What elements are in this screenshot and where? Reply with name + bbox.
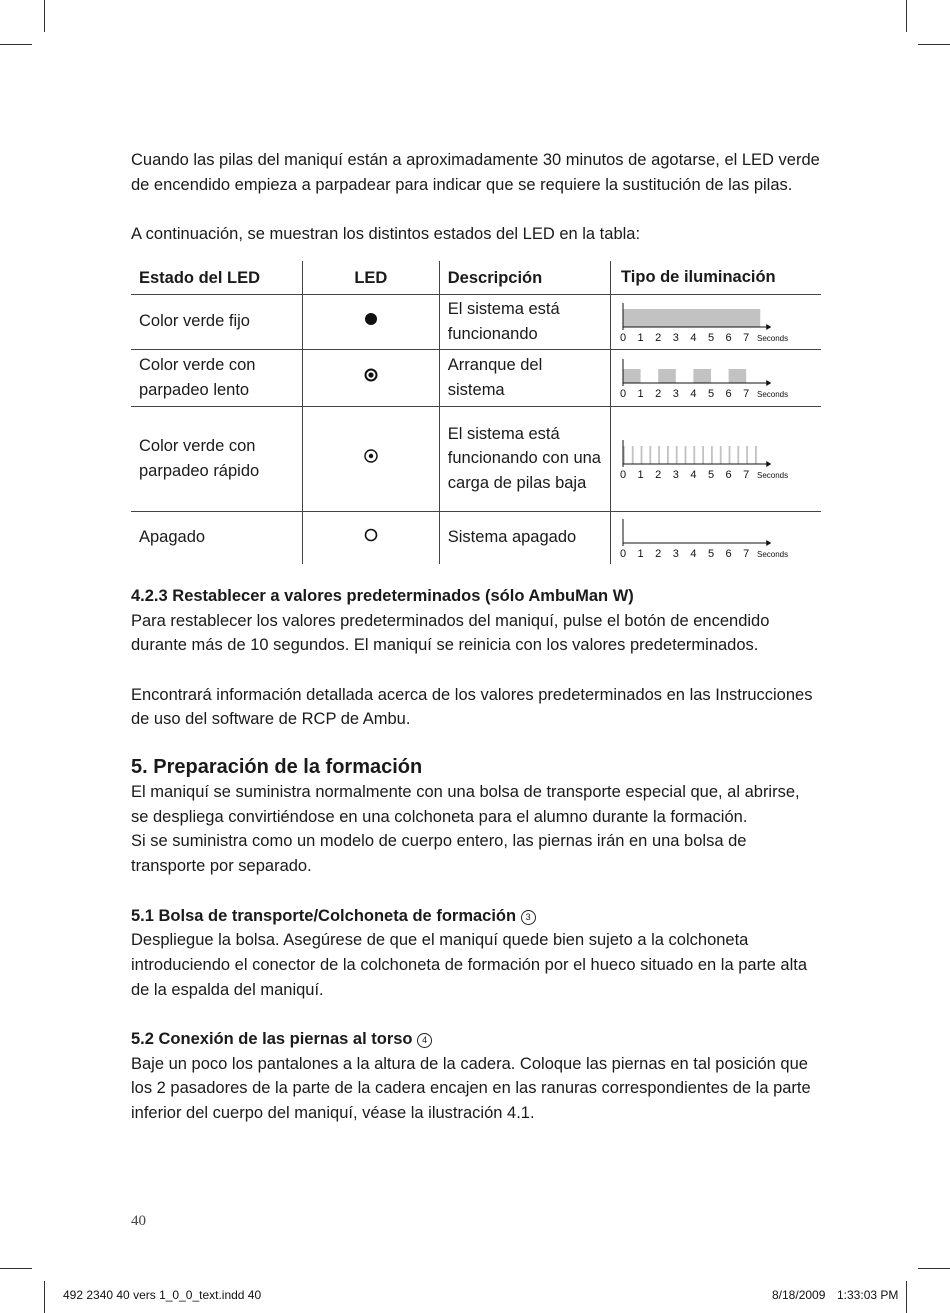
section-5-1-title: 5.1 Bolsa de transporte/Colchoneta de formación <box>131 906 517 925</box>
timing-tick-label: 1 <box>637 387 644 400</box>
timing-tick-label: 7 <box>743 387 750 400</box>
timing-axis-arrow <box>766 324 771 330</box>
crop-mark-top-left-h <box>0 44 32 45</box>
timing-axis-unit: Seconds <box>757 549 789 559</box>
row-description: El sistema está funcionando con una carga de pilas baja <box>439 406 610 511</box>
timing-on-segment <box>623 309 760 327</box>
table-row <box>131 406 821 511</box>
section-heading-4-2-3: 4.2.3 Restablecer a valores predeterminados (sólo AmbuMan W) <box>131 586 634 605</box>
row-description: El sistema está funcionando <box>439 294 610 349</box>
section-4-2-3-paragraph-1: Para restablecer los valores predeterminados del maniquí, pulse el botón de encendido durante más de 10 segundos. El maniquí se reinicia con los valores predeterminados. <box>131 611 770 655</box>
led-fast-blink-icon <box>302 406 439 511</box>
table-header-row <box>131 261 821 295</box>
led-slow-blink-icon <box>302 349 439 406</box>
crop-mark-bottom-right-v <box>906 1281 907 1313</box>
timing-tick-label: 6 <box>725 331 732 344</box>
timing-tick-label: 6 <box>725 547 732 560</box>
footer-date: 8/18/2009 <box>772 1288 826 1302</box>
timing-tick-label: 1 <box>637 547 644 560</box>
timing-on-segment <box>623 369 641 383</box>
timing-tick-label: 6 <box>725 387 732 400</box>
table-row <box>131 294 821 349</box>
timing-on-segment <box>649 446 651 464</box>
timing-tick-label: 5 <box>707 387 715 400</box>
timing-on-segment <box>720 446 722 464</box>
timing-on-segment <box>693 369 711 383</box>
timing-tick-label: 5 <box>707 331 715 344</box>
crop-mark-bottom-left-v <box>44 1281 45 1313</box>
footer-file-info: 492 2340 40 vers 1_0_0_text.indd 40 <box>63 1288 262 1302</box>
timing-tick-label: 4 <box>690 331 697 344</box>
timing-on-segment <box>641 446 643 464</box>
timing-tick-label: 0 <box>619 468 627 481</box>
timing-diagram-fast <box>611 406 822 511</box>
figure-reference-4: 4 <box>417 1033 432 1048</box>
header-led: LED <box>302 261 439 295</box>
timing-axis-arrow <box>766 461 771 467</box>
timing-tick-label: 4 <box>690 387 697 400</box>
row-state: Color verde con parpadeo lento <box>131 349 302 406</box>
timing-on-segment <box>685 446 687 464</box>
timing-tick-label: 7 <box>743 331 750 344</box>
row-state: Color verde con parpadeo rápido <box>131 406 302 511</box>
timing-tick-label: 5 <box>707 547 715 560</box>
section-4-2-3-paragraph-2: Encontrará información detallada acerca de los valores predeterminados en las Instrucciones de uso del software de RCP de Ambu. <box>131 685 813 729</box>
timing-tick-label: 2 <box>655 468 662 481</box>
timing-tick-label: 4 <box>690 468 697 481</box>
timing-axis-arrow <box>766 540 771 546</box>
timing-tick-label: 4 <box>690 547 697 560</box>
intro-paragraph-2: A continuación, se muestran los distintos estados del LED en la tabla: <box>131 225 641 244</box>
timing-on-segment <box>658 446 660 464</box>
timing-diagram-slow <box>611 349 822 406</box>
table-row <box>131 349 821 406</box>
timing-tick-label: 6 <box>725 468 732 481</box>
timing-tick-label: 0 <box>619 547 627 560</box>
section-heading-5-2 <box>131 1027 821 1052</box>
section-heading-5-1 <box>131 904 821 929</box>
row-description: Arranque del sistema <box>439 349 610 406</box>
crop-mark-bottom-left-h <box>0 1268 32 1269</box>
timing-on-segment <box>755 446 757 464</box>
row-description: Sistema apagado <box>439 511 610 564</box>
timing-tick-label: 7 <box>743 468 750 481</box>
crop-mark-top-left-v <box>44 0 45 32</box>
timing-tick-label: 2 <box>655 547 662 560</box>
timing-tick-label: 0 <box>619 387 627 400</box>
timing-diagram-solid <box>611 294 822 349</box>
timing-tick-label: 0 <box>619 331 627 344</box>
timing-tick-label: 2 <box>655 387 662 400</box>
timing-tick-label: 7 <box>743 547 750 560</box>
timing-on-segment <box>729 446 731 464</box>
led-states-table <box>131 261 821 564</box>
timing-tick-label: 1 <box>637 468 644 481</box>
crop-mark-bottom-right-h <box>918 1268 950 1269</box>
timing-axis-unit: Seconds <box>757 470 789 480</box>
row-state: Apagado <box>131 511 302 564</box>
section-5-2-title: 5.2 Conexión de las piernas al torso <box>131 1030 413 1048</box>
timing-tick-label: 5 <box>707 468 715 481</box>
timing-tick-label: 3 <box>672 331 679 344</box>
timing-on-segment <box>702 446 704 464</box>
timing-on-segment <box>632 446 634 464</box>
timing-on-segment <box>658 369 676 383</box>
timing-tick-label: 3 <box>672 547 679 560</box>
intro-paragraph-1: Cuando las pilas del maniquí están a aproximadamente 30 minutos de agotarse, el LED verde de encendido empieza a parpadear para indicar que se requiere la sustitución de las pilas. <box>131 151 820 194</box>
timing-on-segment <box>693 446 695 464</box>
timing-tick-label: 3 <box>672 387 679 400</box>
timing-on-segment <box>737 446 739 464</box>
section-5-1-paragraph-1: Despliegue la bolsa. Asegúrese de que el maniquí quede bien sujeto a la colchoneta introduciendo el conector de la colchoneta de formación por el hueco situado en la parte alta de la espalda del maniquí. <box>131 931 808 999</box>
header-led-state: Estado del LED <box>131 261 302 295</box>
section-5-2-paragraph-1: Baje un poco los pantalones a la altura de la cadera. Coloque las piernas en tal posición que los 2 pasadores de la parte de la cadera encajen en las ranuras correspondientes de la parte inferior del cuerpo del maniquí, véase la ilustración 4.1. <box>131 1054 811 1123</box>
timing-axis-arrow <box>766 380 771 386</box>
led-solid-icon <box>302 294 439 349</box>
header-description: Descripción <box>439 261 610 295</box>
timing-diagram-off <box>611 511 822 564</box>
timing-on-segment <box>746 446 748 464</box>
section-heading-5: 5. Preparación de la formación <box>131 756 423 778</box>
table-row <box>131 511 821 564</box>
timing-on-segment <box>711 446 713 464</box>
timing-tick-label: 1 <box>637 331 644 344</box>
timing-tick-label: 2 <box>655 331 662 344</box>
crop-mark-top-right-h <box>918 44 950 45</box>
section-5-paragraph-1: El maniquí se suministra normalmente con una bolsa de transporte especial que, al abrirse, se despliega convirtiéndose en una colchoneta para el alumno durante la formación. <box>131 783 800 826</box>
timing-on-segment <box>676 446 678 464</box>
footer-time: 1:33:03 PM <box>837 1288 899 1302</box>
timing-axis-unit: Seconds <box>757 333 789 343</box>
timing-on-segment <box>729 369 747 383</box>
timing-tick-label: 3 <box>672 468 679 481</box>
figure-reference-3: 3 <box>521 910 536 925</box>
led-off-icon <box>302 511 439 564</box>
timing-axis-unit: Seconds <box>757 389 789 399</box>
header-lighting-type: Tipo de iluminación <box>611 261 822 295</box>
crop-mark-top-right-v <box>906 0 907 32</box>
row-state: Color verde fijo <box>131 294 302 349</box>
timing-on-segment <box>667 446 669 464</box>
section-5-paragraph-2: Si se suministra como un modelo de cuerpo entero, las piernas irán en una bolsa de transporte por separado. <box>131 832 747 876</box>
page-content <box>131 148 821 1126</box>
page-number: 40 <box>131 1213 146 1229</box>
